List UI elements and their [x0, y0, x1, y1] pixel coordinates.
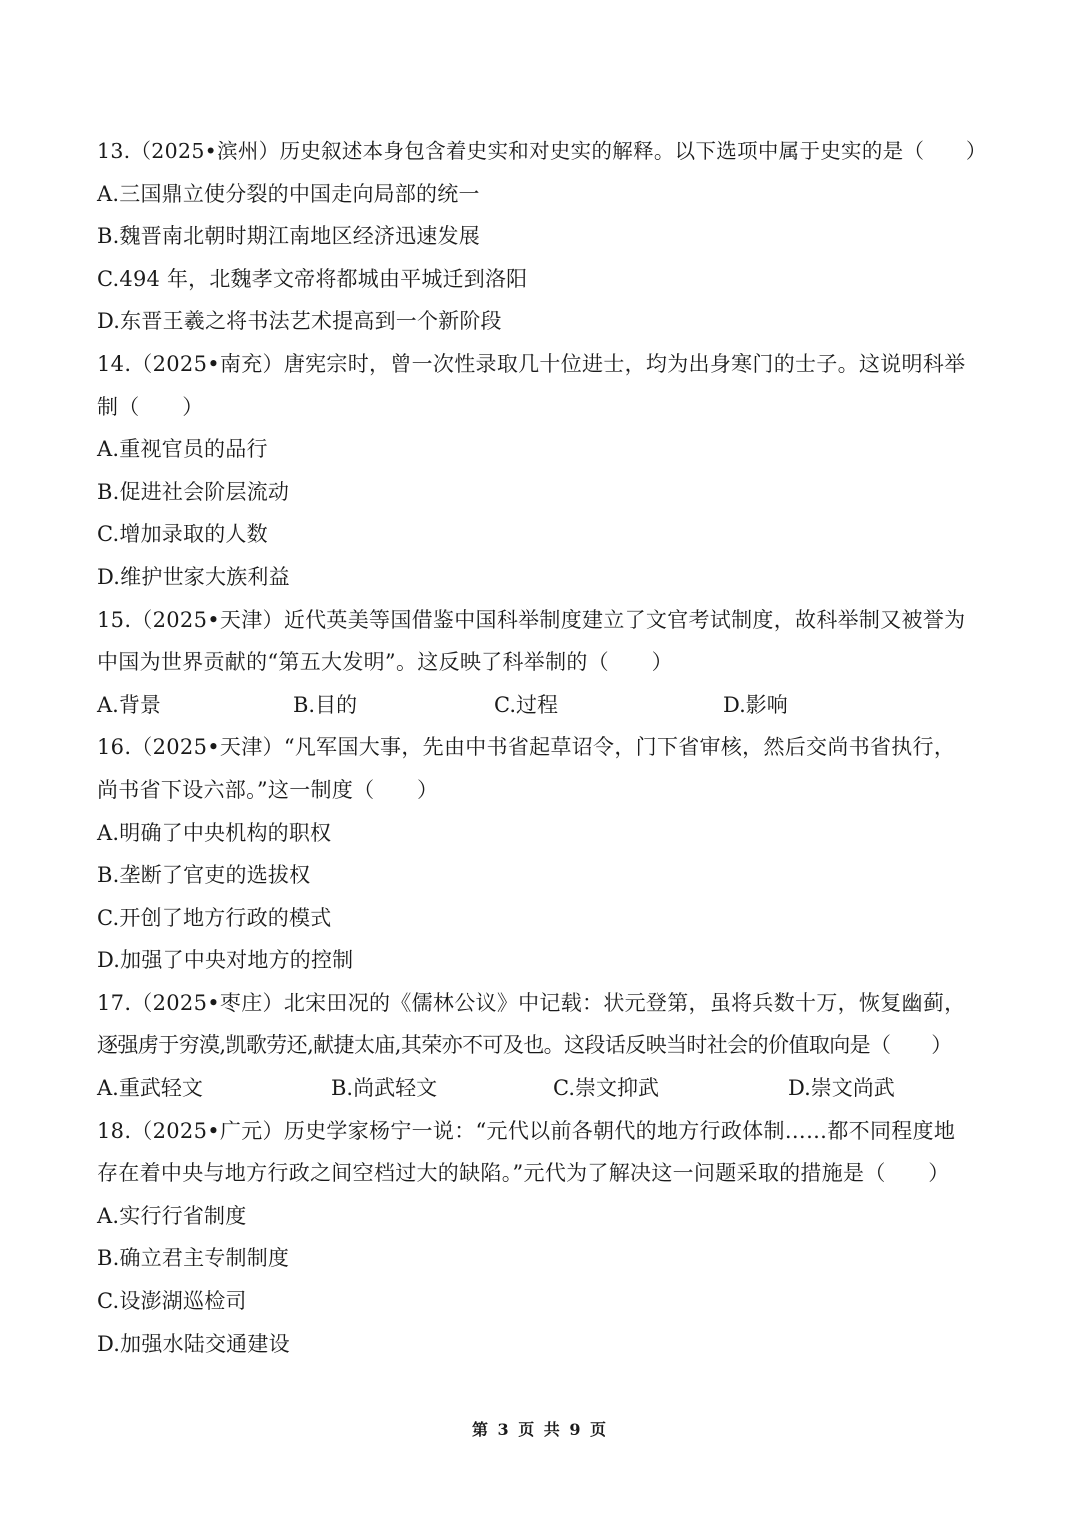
question-17-stem-line-1: 17.（2025•枣庄）北宋田况的《儒林公议》中记载：状元登第，虽将兵数十万，恢复幽蓟，	[97, 990, 966, 1015]
question-14-stem-line-1: 14.（2025•南充）唐宪宗时，曾一次性录取几十位进士，均为出身寒门的士子。这说明科举	[97, 351, 966, 376]
question-13-option-d: D.东晋王羲之将书法艺术提高到一个新阶段	[97, 309, 502, 334]
question-14-option-c: C.增加录取的人数	[97, 522, 268, 547]
question-13-stem-line-1: 13.（2025•滨州）历史叙述本身包含着史实和对史实的解释。以下选项中属于史实的是（ ）	[97, 139, 987, 163]
question-15-stem-line-2: 中国为世界贡献的“第五大发明”。这反映了科举制的（ ）	[97, 650, 673, 675]
question-18-option-d: D.加强水陆交通建设	[97, 1331, 290, 1356]
question-14-option-b: B.促进社会阶层流动	[97, 479, 290, 504]
question-15-stem-line-1: 15.（2025•天津）近代英美等国借鉴中国科举制度建立了文官考试制度，故科举制又被誉为	[97, 607, 966, 632]
page-number-footer: 第 3 页 共 9 页	[471, 1420, 609, 1439]
question-17-option-a: A.重武轻文	[97, 1076, 203, 1101]
question-13-option-a: A.三国鼎立使分裂的中国走向局部的统一	[97, 181, 480, 206]
question-16-option-c: C.开创了地方行政的模式	[97, 905, 332, 930]
question-16-stem-line-1: 16.（2025•天津）“凡军国大事，先由中书省起草诏令，门下省审核，然后交尚书省执行，	[97, 735, 956, 760]
question-14-stem-line-2: 制（ ）	[97, 394, 204, 419]
question-15-option-a: A.背景	[97, 692, 161, 717]
question-15-options-row	[97, 684, 987, 727]
question-16-option-b: B.垄断了官吏的选拔权	[97, 863, 311, 888]
question-16-option-a: A.明确了中央机构的职权	[97, 820, 332, 845]
question-15-option-d: D.影响	[723, 692, 788, 717]
question-16-option-d: D.加强了中央对地方的控制	[97, 948, 354, 973]
question-15-option-c: C.过程	[494, 692, 558, 717]
question-15-option-b: B.目的	[293, 692, 358, 717]
question-14-option-d: D.维护世家大族利益	[97, 564, 290, 589]
question-18-stem-line-1: 18.（2025•广元）历史学家杨宁一说：“元代以前各朝代的地方行政体制……都不同程度地	[97, 1118, 956, 1143]
question-14-option-a: A.重视官员的品行	[97, 437, 268, 462]
question-17-option-c: C.崇文抑武	[553, 1076, 659, 1101]
question-list	[97, 130, 987, 1365]
question-17-stem-line-2: 逐强虏于穷漠,凯歌劳还,献捷太庙,其荣亦不可及也。这段话反映当时社会的价值取向是（ ）	[97, 1033, 952, 1058]
question-18-option-b: B.确立君主专制制度	[97, 1246, 290, 1271]
question-18-stem-line-2: 存在着中央与地方行政之间空档过大的缺陷。”元代为了解决这一问题采取的措施是（ ）	[97, 1161, 950, 1186]
question-17-options-row	[97, 1067, 987, 1110]
question-18-option-a: A.实行行省制度	[97, 1203, 247, 1228]
question-13-option-b: B.魏晋南北朝时期江南地区经济迅速发展	[97, 224, 480, 249]
question-17-option-b: B.尚武轻文	[331, 1076, 438, 1101]
question-17-option-d: D.崇文尚武	[788, 1076, 895, 1101]
question-18-option-c: C.设澎湖巡检司	[97, 1289, 247, 1314]
question-16-stem-line-2: 尚书省下设六部。”这一制度（ ）	[97, 777, 439, 802]
question-13-option-c: C.494 年，北魏孝文帝将都城由平城迁到洛阳	[97, 266, 528, 291]
